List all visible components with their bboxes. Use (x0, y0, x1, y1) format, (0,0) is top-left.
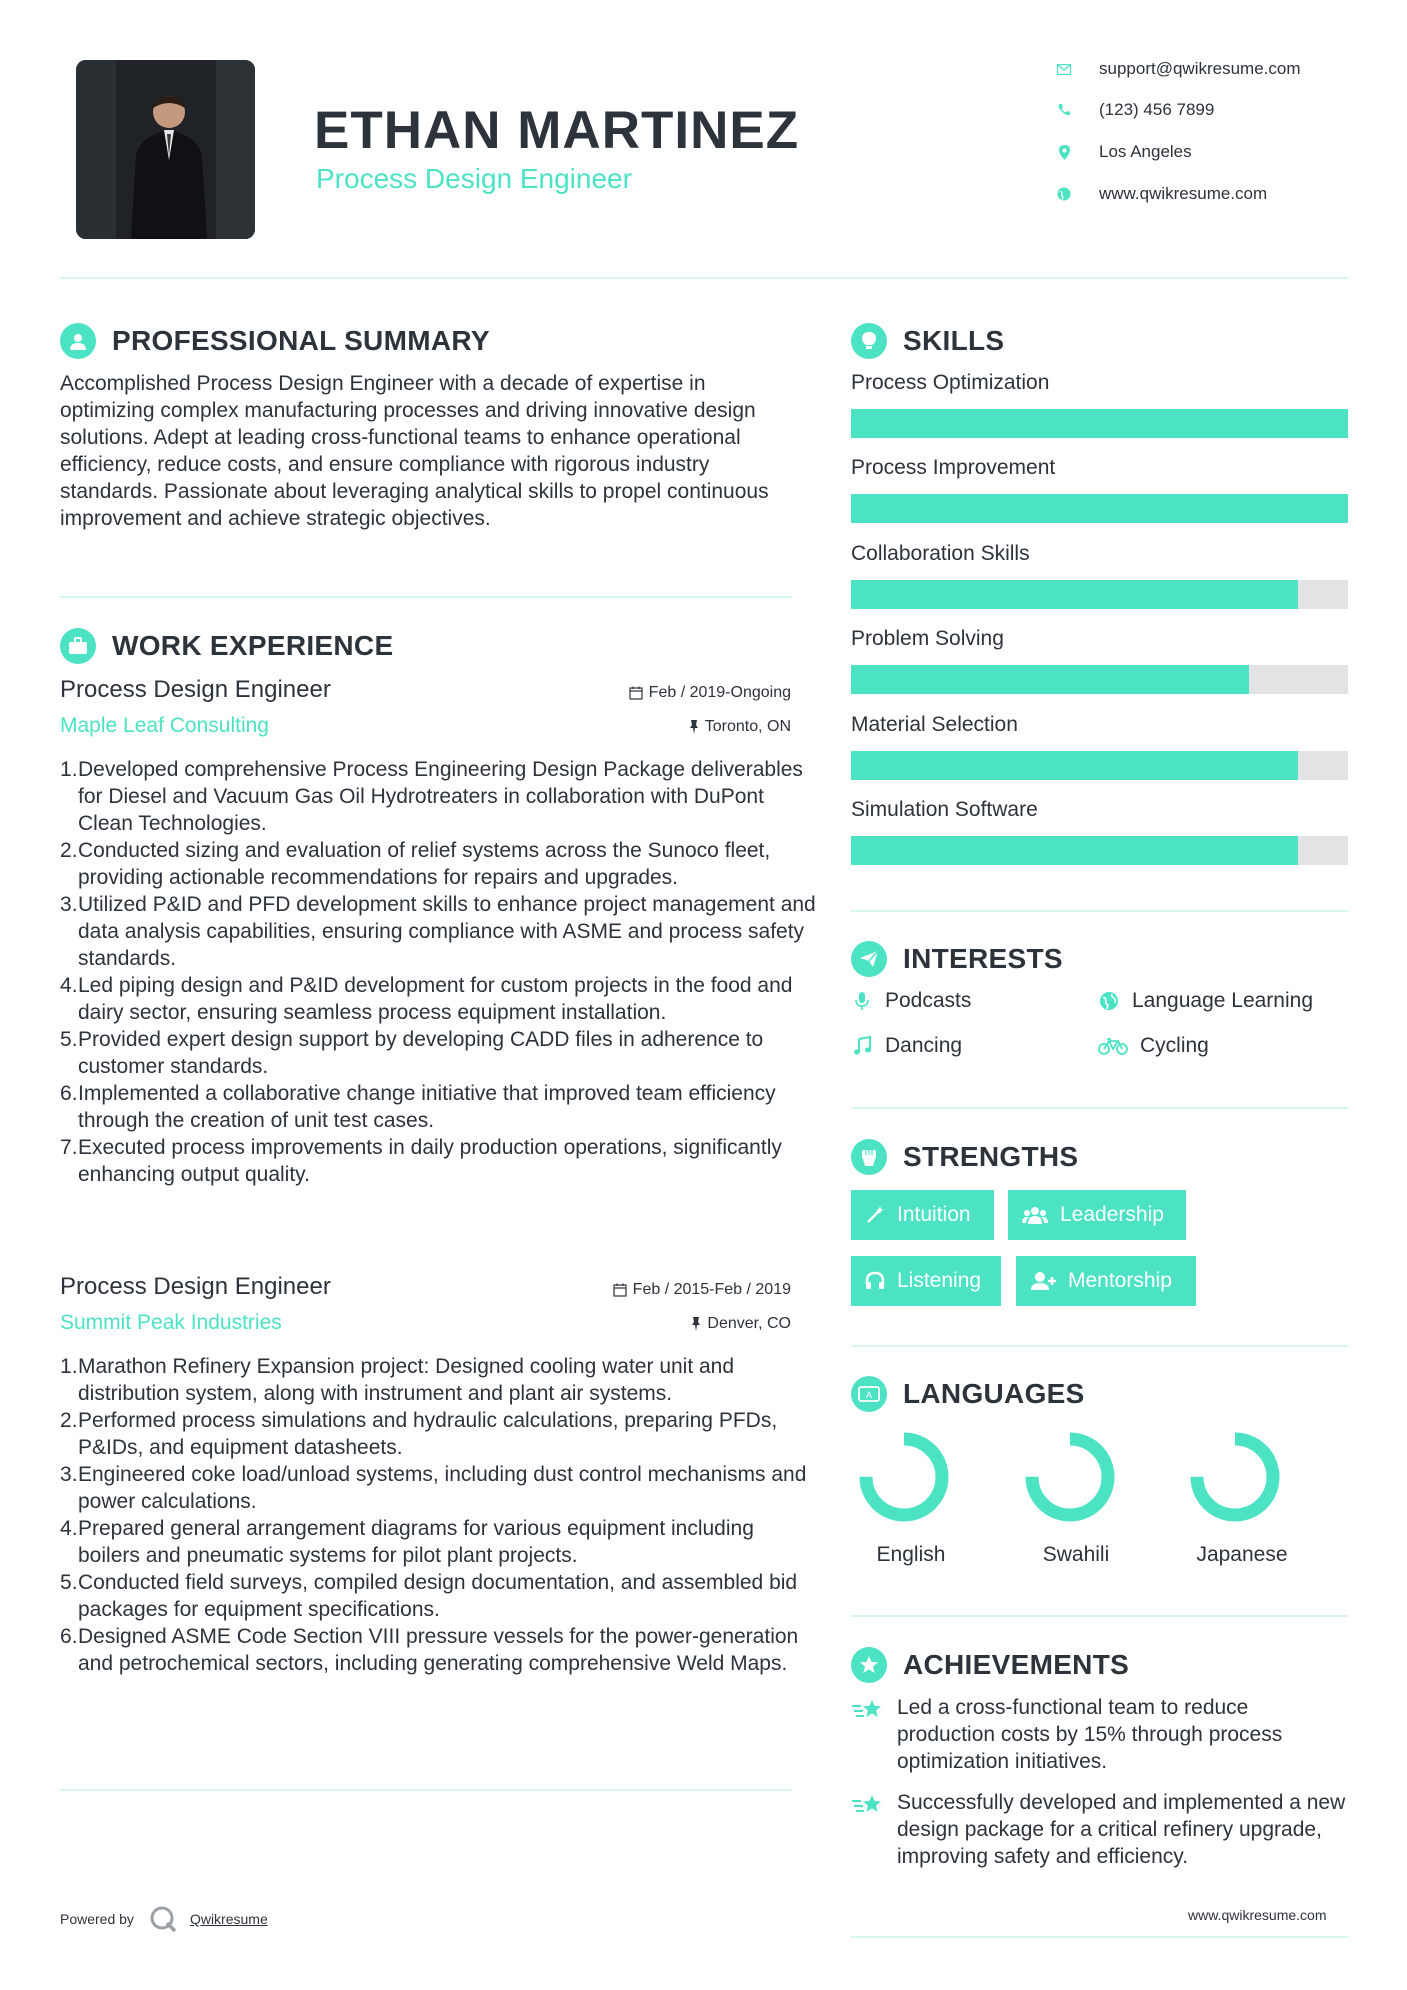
language-label: Japanese (1196, 1543, 1288, 1566)
bicycle-icon (1098, 1035, 1128, 1057)
list-item: Utilized P&ID and PFD development skills to enhance project management and data analysis capabilities, ensuring compliance with ASME and process safety standards. (78, 893, 816, 970)
brand-link[interactable]: Qwikresume (189, 1911, 268, 1927)
microphone-icon (851, 990, 873, 1012)
strength-label: Mentorship (1068, 1269, 1172, 1292)
skill-label: Simulation Software (851, 798, 1038, 821)
job-2-bullets (60, 1353, 818, 1677)
achievement-text: Led a cross-functional team to reduce production costs by 15% through process optimization initiatives. (897, 1696, 1283, 1773)
job-2-dates-text: Feb / 2015-Feb / 2019 (632, 1281, 791, 1298)
list-item: Developed comprehensive Process Engineering Design Package deliverables for Diesel and Vacuum Gas Oil Hydrotreaters in collaboration with DuPont Clean Technologies. (78, 758, 803, 835)
briefcase-icon (60, 628, 96, 664)
pin-icon (689, 720, 699, 734)
interests-divider (851, 1107, 1348, 1109)
footer-powered-by (60, 1904, 268, 1934)
skill-label: Collaboration Skills (851, 542, 1030, 565)
contact-website-text: www.qwikresume.com (1099, 184, 1268, 203)
interest-label: Language Learning (1132, 989, 1314, 1012)
skill-bar-fill (851, 751, 1298, 780)
languages-divider (851, 1615, 1348, 1617)
skills-title: SKILLS (903, 325, 1005, 356)
language-ring-arc (866, 1439, 942, 1515)
skill-bar (851, 409, 1348, 438)
contact-location-text: Los Angeles (1099, 142, 1192, 161)
list-item: Prepared general arrangement diagrams for various equipment including boilers and pneumatic systems for pilot plant projects. (78, 1517, 754, 1567)
contact-phone-text: (123) 456 7899 (1099, 100, 1215, 119)
skill-bar (851, 665, 1348, 694)
calendar-icon (613, 1283, 627, 1297)
skill-label: Problem Solving (851, 627, 1004, 650)
skill-bar-fill (851, 580, 1298, 609)
map-pin-icon (1057, 145, 1071, 159)
skill-bar (851, 751, 1348, 780)
achievement-item (851, 1694, 1347, 1775)
strength-label: Listening (897, 1269, 982, 1292)
skill-label: Process Improvement (851, 456, 1056, 479)
list-item: Led piping design and P&ID development for custom projects in the food and dairy sector, ensuring seamless process equipment installation. (78, 974, 793, 1024)
list-item: Designed ASME Code Section VIII pressure vessels for the power-generation and petrochemical sectors, including generating comprehensive Weld Maps. (78, 1625, 799, 1675)
languages-heading (851, 1376, 1085, 1412)
shooting-star-icon (851, 1694, 885, 1729)
strength-label: Intuition (897, 1203, 971, 1226)
language-icon (851, 1376, 887, 1412)
skills-heading (851, 323, 1004, 359)
globe-icon (1098, 990, 1120, 1012)
contact-phone[interactable] (1057, 98, 1214, 122)
list-item: Conducted sizing and evaluation of relief systems across the Sunoco fleet, providing actionable recommendations for repairs and upgrades. (78, 839, 771, 889)
list-item: Performed process simulations and hydraulic calculations, preparing PFDs, P&IDs, and equipment datasheets. (78, 1409, 778, 1459)
job-1-title: Process Design Engineer (60, 676, 331, 703)
summary-divider (60, 596, 792, 598)
strength-chip (851, 1190, 994, 1240)
strength-chip (1008, 1190, 1186, 1240)
list-item: Engineered coke load/unload systems, including dust control mechanisms and power calculations. (78, 1463, 807, 1513)
job-1-dates (500, 684, 791, 702)
calendar-icon (629, 686, 643, 700)
job-1-company: Maple Leaf Consulting (60, 714, 269, 737)
achievement-text: Successfully developed and implemented a new design package for a critical refinery upgrade, improving safety and efficiency. (897, 1791, 1346, 1868)
language-ring-arc (1197, 1439, 1273, 1515)
star-badge-icon (851, 1647, 887, 1683)
language-ring (858, 1431, 950, 1528)
list-item: Provided expert design support by developing CADD files in adherence to customer standards. (78, 1028, 764, 1078)
list-item: Executed process improvements in daily production operations, significantly enhancing output quality. (78, 1136, 782, 1186)
person-silhouette-icon (76, 60, 255, 239)
lightbulb-icon (851, 323, 887, 359)
list-item: Implemented a collaborative change initiative that improved team efficiency through the creation of unit test cases. (78, 1082, 776, 1132)
candidate-title: Process Design Engineer (316, 163, 632, 194)
globe-icon (1057, 187, 1071, 201)
job-1-location (500, 718, 791, 736)
achievements-heading (851, 1647, 1129, 1683)
job-2-company: Summit Peak Industries (60, 1311, 282, 1334)
summary-title: PROFESSIONAL SUMMARY (112, 325, 490, 356)
interest-item (1098, 989, 1313, 1013)
languages-title: LANGUAGES (903, 1378, 1085, 1409)
strengths-title: STRENGTHS (903, 1141, 1079, 1172)
contact-website[interactable] (1057, 182, 1267, 206)
envelope-icon (1057, 62, 1071, 76)
paper-plane-icon (851, 941, 887, 977)
phone-icon (1057, 103, 1071, 117)
candidate-name: ETHAN MARTINEZ (314, 101, 800, 160)
strength-chip (851, 1256, 1001, 1306)
skill-bar-fill (851, 836, 1298, 865)
skill-label: Material Selection (851, 713, 1018, 736)
skill-bar-fill (851, 494, 1348, 523)
skill-bar-fill (851, 665, 1249, 694)
job-2-location-text: Denver, CO (707, 1315, 791, 1332)
skill-bar (851, 580, 1348, 609)
language-ring (1024, 1431, 1116, 1528)
job-2-location (500, 1315, 791, 1333)
svg-text:A: A (865, 1391, 873, 1401)
achievement-item (851, 1789, 1347, 1870)
interest-item (1098, 1034, 1209, 1058)
job-2-title: Process Design Engineer (60, 1273, 331, 1300)
headphones-icon (865, 1271, 885, 1291)
strength-chip (1016, 1256, 1196, 1306)
summary-heading (60, 323, 490, 359)
user-plus-icon (1030, 1271, 1056, 1291)
job-1-bullets (60, 756, 818, 1188)
contact-email-text: support@qwikresume.com (1099, 59, 1301, 78)
job-1-location-text: Toronto, ON (704, 718, 791, 735)
summary-text: Accomplished Process Design Engineer with a decade of expertise in optimizing complex manufacturing processes and driving innovative design solutions. Adept at leading cross-functional teams to enhance operational efficiency, reduce costs, and ensure compliance with rigorous industry standards. Passionate about leveraging analytical skills to propel continuous improvement and achieve strategic objectives. (60, 372, 769, 530)
interest-label: Cycling (1140, 1034, 1209, 1057)
list-item: Marathon Refinery Expansion project: Designed cooling water unit and distribution system, along with instrument and plant air systems. (78, 1355, 735, 1405)
shooting-star-icon (851, 1789, 885, 1824)
language-label: English (876, 1543, 946, 1566)
strength-label: Leadership (1060, 1203, 1164, 1226)
fist-icon (851, 1139, 887, 1175)
qwikresume-logo-icon (148, 1904, 178, 1934)
experience-divider (60, 1789, 792, 1791)
interest-label: Podcasts (885, 989, 972, 1012)
magic-wand-icon (865, 1205, 885, 1225)
strengths-divider (851, 1345, 1348, 1347)
profile-photo (76, 60, 255, 239)
interest-item (851, 989, 971, 1013)
language-label: Swahili (1042, 1543, 1110, 1566)
skill-bar-fill (851, 409, 1348, 438)
skill-label: Process Optimization (851, 371, 1050, 394)
achievements-title: ACHIEVEMENTS (903, 1649, 1130, 1680)
footer-website[interactable]: www.qwikresume.com (1188, 1907, 1327, 1923)
language-ring-arc (1032, 1439, 1108, 1515)
achievements-divider (851, 1936, 1348, 1938)
job-1-dates-text: Feb / 2019-Ongoing (648, 684, 791, 701)
interests-title: INTERESTS (903, 943, 1063, 974)
interest-item (851, 1034, 962, 1058)
interest-label: Dancing (885, 1034, 963, 1057)
strengths-heading (851, 1139, 1078, 1175)
user-icon (60, 323, 96, 359)
contact-email[interactable] (1057, 57, 1301, 81)
interests-heading (851, 941, 1063, 977)
job-2-dates (500, 1281, 791, 1299)
experience-title: WORK EXPERIENCE (112, 630, 394, 661)
skill-bar (851, 836, 1348, 865)
header-divider (60, 277, 1348, 279)
skill-bar (851, 494, 1348, 523)
powered-by-text: Powered by (60, 1911, 134, 1927)
language-ring (1189, 1431, 1281, 1528)
music-icon (851, 1035, 873, 1057)
contact-location (1057, 140, 1192, 164)
pin-icon (691, 1317, 701, 1331)
list-item: Conducted field surveys, compiled design documentation, and assembled bid packages for equipment specifications. (78, 1571, 798, 1621)
skills-divider (851, 910, 1348, 912)
users-icon (1022, 1205, 1048, 1225)
experience-heading (60, 628, 393, 664)
